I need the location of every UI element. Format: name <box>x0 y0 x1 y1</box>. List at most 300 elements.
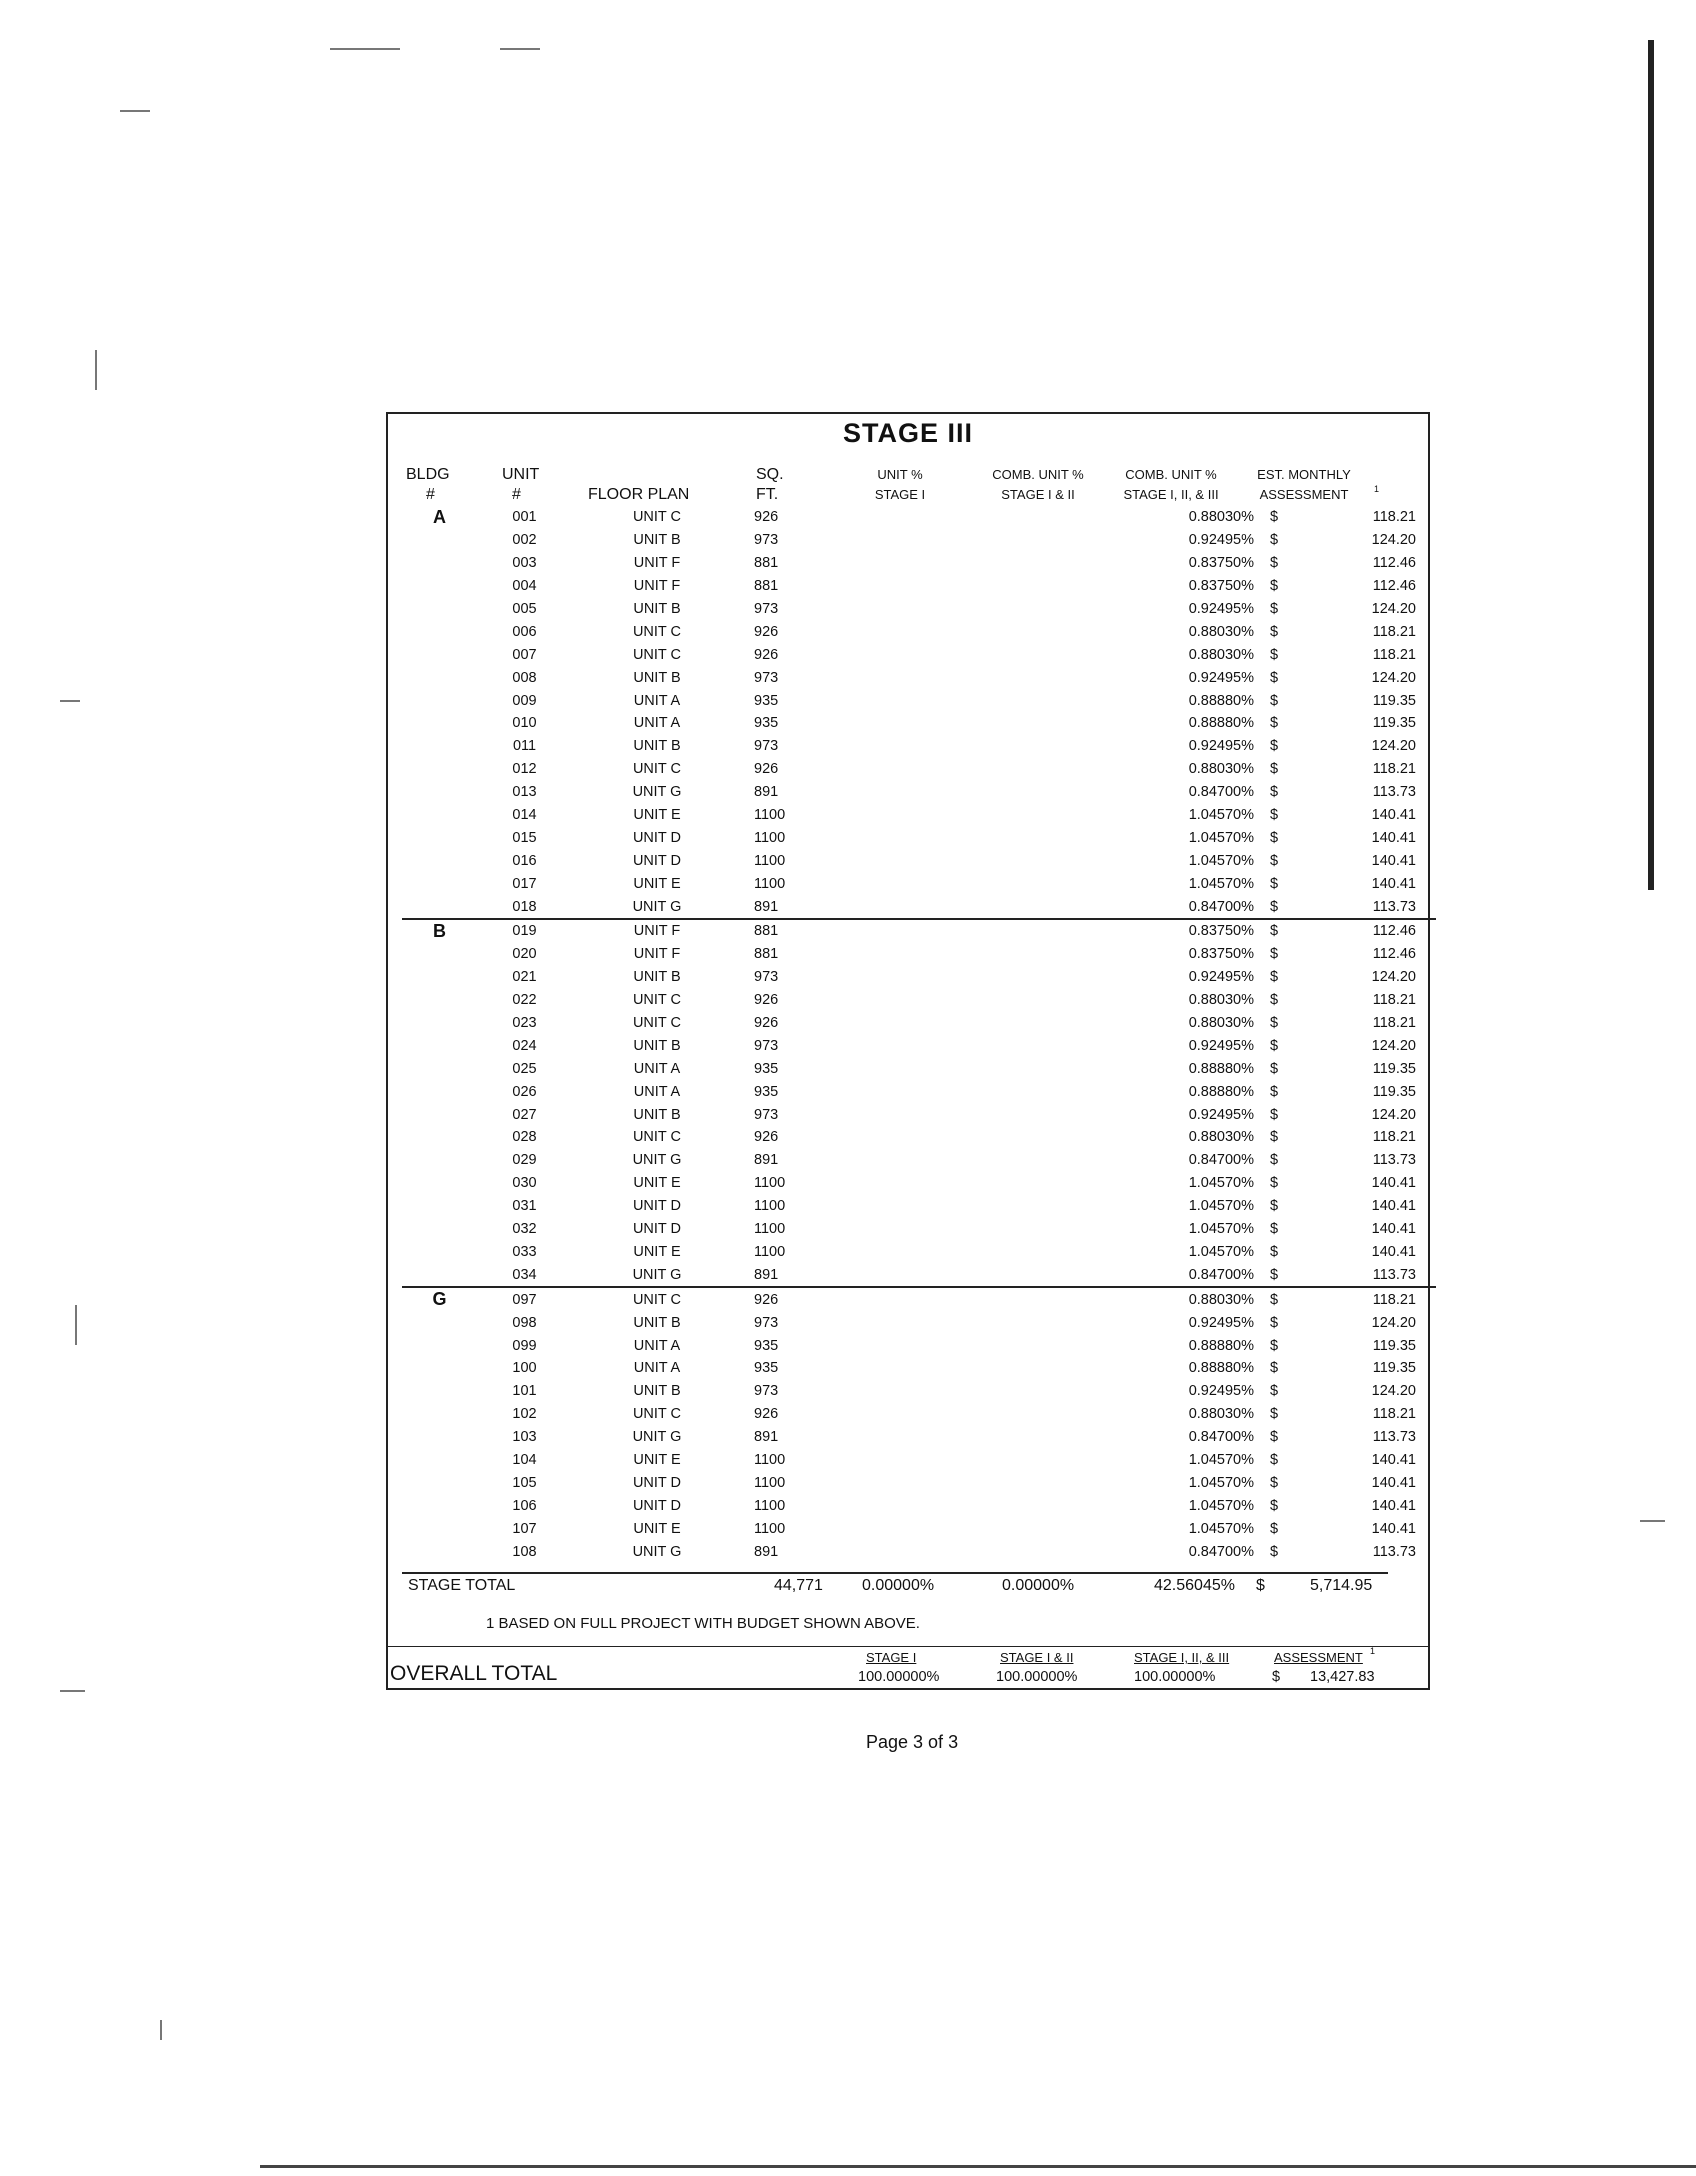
table-row <box>402 919 1436 943</box>
bldg-cell <box>402 552 477 575</box>
unit-number: 030 <box>512 1175 537 1192</box>
currency: $ <box>1270 715 1279 732</box>
stage12-pct <box>959 1517 1109 1540</box>
unit-number: 010 <box>512 715 537 732</box>
stage123-pct: 0.84700% <box>1188 1266 1254 1283</box>
table-row <box>402 826 1436 849</box>
table-row <box>402 804 1436 827</box>
stage1-pct <box>829 758 959 781</box>
square-feet: 935 <box>754 1060 779 1077</box>
stage-total-stage12: 0.00000% <box>1002 1577 1075 1594</box>
stage123-pct: 0.92495% <box>1188 738 1254 755</box>
stage1-pct <box>829 1287 959 1311</box>
currency: $ <box>1270 969 1279 986</box>
floor-plan: UNIT E <box>633 1175 681 1192</box>
stage-total-sqft: 44,771 <box>774 1577 823 1594</box>
bldg-cell <box>402 1494 477 1517</box>
stage12-pct <box>959 1080 1109 1103</box>
scan-edge-right <box>1648 40 1654 890</box>
stage123-pct: 0.92495% <box>1188 1037 1254 1054</box>
square-feet: 881 <box>754 555 779 572</box>
bldg-cell <box>402 804 477 827</box>
stage123-pct: 0.92495% <box>1188 1314 1254 1331</box>
stage123-pct: 0.84700% <box>1188 1152 1254 1169</box>
stage1-pct <box>829 804 959 827</box>
header-assessment-1: EST. MONTHLY <box>1257 467 1351 482</box>
stage123-pct: 1.04570% <box>1188 1198 1254 1215</box>
stage1-pct <box>829 872 959 895</box>
square-feet: 891 <box>754 898 779 915</box>
table-row <box>402 989 1436 1012</box>
floor-plan: UNIT G <box>632 784 682 801</box>
monthly-assessment: 119.35 <box>1372 1337 1416 1354</box>
header-bldg-2: # <box>426 486 435 503</box>
stage12-pct <box>959 804 1109 827</box>
floor-plan: UNIT A <box>633 1060 681 1077</box>
square-feet: 926 <box>754 1129 779 1146</box>
table-row <box>402 781 1436 804</box>
stage1-pct <box>829 506 959 529</box>
stage1-pct <box>829 1494 959 1517</box>
floor-plan: UNIT D <box>632 1198 682 1215</box>
stage1-pct <box>829 1540 959 1563</box>
square-feet: 1100 <box>754 1221 786 1238</box>
stage123-pct: 1.04570% <box>1188 1474 1254 1491</box>
floor-plan: UNIT G <box>632 1266 682 1283</box>
floor-plan: UNIT E <box>633 875 681 892</box>
monthly-assessment: 140.41 <box>1371 829 1416 846</box>
table-row <box>402 1126 1436 1149</box>
unit-number: 018 <box>512 898 537 915</box>
unit-number: 005 <box>512 601 537 617</box>
monthly-assessment: 140.41 <box>1371 1451 1416 1468</box>
stage123-pct: 0.88030% <box>1188 1015 1254 1032</box>
floor-plan: UNIT G <box>632 1543 682 1560</box>
stage123-pct: 0.88030% <box>1188 761 1254 778</box>
stage12-pct <box>959 781 1109 804</box>
bldg-cell <box>402 1103 477 1126</box>
stage123-pct: 0.88880% <box>1188 715 1254 732</box>
monthly-assessment: 140.41 <box>1371 807 1416 824</box>
table-row <box>402 1426 1436 1449</box>
stage12-pct <box>959 989 1109 1012</box>
table-row <box>402 1540 1436 1563</box>
overall-amount: 13,427.83 <box>1310 1669 1375 1685</box>
monthly-assessment: 124.20 <box>1371 738 1416 755</box>
table-row <box>402 552 1436 575</box>
currency: $ <box>1270 1152 1279 1169</box>
unit-number: 020 <box>512 946 537 963</box>
stage12-pct <box>959 506 1109 529</box>
stage1-pct <box>829 1380 959 1403</box>
stage123-pct: 1.04570% <box>1188 1221 1254 1238</box>
monthly-assessment: 118.21 <box>1310 1287 1436 1311</box>
unit-number: 026 <box>512 1083 537 1100</box>
stage1-pct <box>829 966 959 989</box>
stage1-pct <box>829 1357 959 1380</box>
currency: $ <box>1270 1060 1279 1077</box>
stage123-pct: 0.84700% <box>1188 898 1254 915</box>
stage1-pct <box>829 575 959 598</box>
bldg-cell <box>402 781 477 804</box>
monthly-assessment: 119.35 <box>1372 1083 1416 1100</box>
stage1-pct <box>829 919 959 943</box>
floor-plan: UNIT B <box>633 1106 681 1123</box>
bldg-cell <box>402 1449 477 1472</box>
scan-speck <box>500 48 540 50</box>
floor-plan: UNIT F <box>633 555 681 572</box>
header-unit-pct-1: UNIT % <box>877 467 923 482</box>
stage1-pct <box>829 735 959 758</box>
monthly-assessment: 113.73 <box>1372 1543 1416 1560</box>
bldg-cell <box>402 1241 477 1264</box>
floor-plan: UNIT F <box>633 578 681 595</box>
stage1-pct <box>829 552 959 575</box>
floor-plan: UNIT A <box>633 1360 681 1377</box>
table-row <box>402 1334 1436 1357</box>
header-unit-pct-2: STAGE I <box>874 487 926 502</box>
unit-number: 007 <box>512 646 537 663</box>
stage-total-currency: $ <box>1256 1577 1265 1594</box>
floor-plan: UNIT C <box>572 1287 742 1311</box>
stage1-pct <box>829 1517 959 1540</box>
table-row <box>402 1241 1436 1264</box>
bldg-cell <box>402 1380 477 1403</box>
currency: $ <box>1270 807 1279 824</box>
monthly-assessment: 140.41 <box>1371 1175 1416 1192</box>
overall-currency: $ <box>1272 1669 1281 1685</box>
floor-plan: UNIT G <box>632 1429 682 1446</box>
bldg-cell <box>402 1357 477 1380</box>
overall-total-label: OVERALL TOTAL <box>390 1662 558 1685</box>
monthly-assessment: 118.21 <box>1372 509 1416 526</box>
bldg-cell <box>402 1195 477 1218</box>
stage12-pct <box>959 758 1109 781</box>
square-feet: 881 <box>754 578 779 595</box>
square-feet: 1100 <box>754 875 786 892</box>
stage12-pct <box>959 598 1109 621</box>
unit-table <box>402 506 1436 1563</box>
stage123-pct: 0.88030% <box>1188 646 1254 663</box>
unit-number: 108 <box>512 1543 537 1560</box>
floor-plan: UNIT A <box>633 692 681 709</box>
unit-table-body <box>402 506 1436 1563</box>
table-row <box>402 1080 1436 1103</box>
monthly-assessment: 140.41 <box>1371 1243 1416 1260</box>
unit-number: 011 <box>512 738 537 755</box>
currency: $ <box>1270 784 1279 801</box>
monthly-assessment: 112.46 <box>1372 555 1416 572</box>
square-feet: 935 <box>754 715 779 732</box>
stage1-pct <box>829 849 959 872</box>
floor-plan: UNIT E <box>633 1520 681 1537</box>
monthly-assessment: 124.20 <box>1371 1106 1416 1123</box>
monthly-assessment: 140.41 <box>1371 1497 1416 1514</box>
unit-number: 034 <box>512 1266 537 1283</box>
stage12-pct <box>959 1263 1109 1287</box>
stage123-pct: 0.92495% <box>1188 601 1254 617</box>
table-row <box>402 666 1436 689</box>
floor-plan: UNIT C <box>632 1406 682 1423</box>
unit-number: 021 <box>512 969 537 986</box>
floor-plan: UNIT C <box>632 509 682 526</box>
unit-number: 001 <box>512 509 537 526</box>
bldg-cell <box>402 1034 477 1057</box>
square-feet: 1100 <box>754 1520 786 1537</box>
stage12-pct <box>959 872 1109 895</box>
floor-plan: UNIT F <box>572 919 742 943</box>
currency: $ <box>1270 1243 1279 1260</box>
overall-header-assessment: ASSESSMENT <box>1274 1650 1363 1665</box>
currency: $ <box>1262 919 1310 943</box>
stage1-pct <box>829 1057 959 1080</box>
bldg-cell <box>402 1426 477 1449</box>
monthly-assessment: 140.41 <box>1371 852 1416 869</box>
square-feet: 973 <box>754 738 779 755</box>
square-feet: 926 <box>754 1406 779 1423</box>
stage12-pct <box>959 620 1109 643</box>
stage12-pct <box>959 1380 1109 1403</box>
stage12-pct <box>959 529 1109 552</box>
currency: $ <box>1270 692 1279 709</box>
unit-number: 014 <box>512 807 537 824</box>
overall-divider <box>388 1646 1428 1647</box>
scan-speck <box>60 1690 85 1692</box>
currency: $ <box>1270 669 1279 686</box>
floor-plan: UNIT C <box>632 761 682 778</box>
floor-plan: UNIT B <box>633 1037 681 1054</box>
stage1-pct <box>829 1241 959 1264</box>
floor-plan: UNIT B <box>633 669 681 686</box>
square-feet: 1100 <box>754 829 786 846</box>
currency: $ <box>1270 509 1279 526</box>
header-sqft-1: SQ. <box>756 466 784 483</box>
square-feet: 935 <box>754 1337 779 1354</box>
stage123-pct: 0.88880% <box>1188 1360 1254 1377</box>
square-feet: 1100 <box>754 1243 786 1260</box>
header-sqft-2: FT. <box>756 486 779 503</box>
currency: $ <box>1270 1520 1279 1537</box>
square-feet: 881 <box>754 946 779 963</box>
stage1-pct <box>829 1149 959 1172</box>
floor-plan: UNIT G <box>632 898 682 915</box>
floor-plan: UNIT B <box>633 532 681 549</box>
table-row <box>402 1195 1436 1218</box>
currency: $ <box>1270 555 1279 572</box>
overall-header-stage123: STAGE I, II, & III <box>1134 1650 1230 1665</box>
monthly-assessment: 112.46 <box>1372 946 1416 963</box>
square-feet: 973 <box>754 1106 779 1123</box>
stage1-pct <box>829 1034 959 1057</box>
stage12-pct <box>959 1012 1109 1035</box>
floor-plan: UNIT C <box>632 1129 682 1146</box>
unit-number: 104 <box>512 1451 537 1468</box>
bldg-cell <box>402 1517 477 1540</box>
stage1-pct <box>829 943 959 966</box>
stage123-pct: 1.04570% <box>1188 1451 1254 1468</box>
currency: $ <box>1270 1015 1279 1032</box>
table-row <box>402 1357 1436 1380</box>
stage-title: STAGE III <box>842 418 973 448</box>
stage12-pct <box>959 643 1109 666</box>
stage1-pct <box>829 1172 959 1195</box>
table-row <box>402 1012 1436 1035</box>
floor-plan: UNIT B <box>633 601 681 617</box>
square-feet: 926 <box>742 1287 829 1311</box>
monthly-assessment: 124.20 <box>1371 969 1416 986</box>
floor-plan: UNIT B <box>633 738 681 755</box>
currency: $ <box>1270 852 1279 869</box>
currency: $ <box>1270 1337 1279 1354</box>
header-comb123-2: STAGE I, II, & III <box>1123 487 1219 502</box>
header-unit-1: UNIT <box>502 466 540 483</box>
stage12-pct <box>959 1103 1109 1126</box>
currency: $ <box>1270 646 1279 663</box>
stage123-pct: 0.92495% <box>1188 669 1254 686</box>
stage1-pct <box>829 1311 959 1334</box>
unit-number: 006 <box>512 623 537 640</box>
stage12-pct <box>959 1426 1109 1449</box>
floor-plan: UNIT C <box>632 992 682 1009</box>
stage12-pct <box>959 849 1109 872</box>
header-comb12-1: COMB. UNIT % <box>992 467 1084 482</box>
monthly-assessment: 124.20 <box>1371 1314 1416 1331</box>
monthly-assessment: 113.73 <box>1372 784 1416 801</box>
floor-plan: UNIT A <box>633 715 681 732</box>
currency: $ <box>1270 1360 1279 1377</box>
monthly-assessment: 140.41 <box>1371 1520 1416 1537</box>
bldg-cell: A <box>433 506 446 527</box>
bldg-cell <box>402 943 477 966</box>
square-feet: 891 <box>754 784 779 801</box>
table-row <box>402 1057 1436 1080</box>
currency: $ <box>1270 738 1279 755</box>
scan-speck <box>95 350 97 390</box>
table-row <box>402 1517 1436 1540</box>
scan-speck <box>330 48 400 50</box>
stage1-pct <box>829 1195 959 1218</box>
square-feet: 1100 <box>754 807 786 824</box>
currency: $ <box>1270 1406 1279 1423</box>
stage12-pct <box>959 1494 1109 1517</box>
unit-number: 031 <box>512 1198 537 1215</box>
table-row <box>402 735 1436 758</box>
monthly-assessment: 140.41 <box>1371 1221 1416 1238</box>
monthly-assessment: 113.73 <box>1372 1429 1416 1446</box>
stage123-pct: 0.88880% <box>1188 1060 1254 1077</box>
floor-plan: UNIT A <box>633 1083 681 1100</box>
stage123-pct: 0.88030% <box>1188 623 1254 640</box>
bldg-cell <box>402 1080 477 1103</box>
floor-plan: UNIT C <box>632 623 682 640</box>
table-row <box>402 643 1436 666</box>
table-row <box>402 689 1436 712</box>
floor-plan: UNIT A <box>633 1337 681 1354</box>
square-feet: 1100 <box>754 1474 786 1491</box>
currency: $ <box>1270 1383 1279 1400</box>
currency: $ <box>1270 1198 1279 1215</box>
table-row <box>402 575 1436 598</box>
stage1-pct <box>829 1471 959 1494</box>
monthly-assessment: 124.20 <box>1371 1383 1416 1400</box>
stage12-pct <box>959 966 1109 989</box>
bldg-cell <box>402 529 477 552</box>
stage12-pct <box>959 666 1109 689</box>
stage12-pct <box>959 712 1109 735</box>
monthly-assessment: 118.21 <box>1372 1406 1416 1423</box>
stage12-pct <box>959 1449 1109 1472</box>
unit-number: 107 <box>512 1520 537 1537</box>
stage-total-label: STAGE TOTAL <box>408 1577 516 1594</box>
bldg-cell <box>402 1126 477 1149</box>
stage1-pct <box>829 689 959 712</box>
unit-number: 103 <box>512 1429 537 1446</box>
unit-number: 013 <box>512 784 537 801</box>
overall-header-footnote-mark: 1 <box>1370 1646 1376 1656</box>
floor-plan: UNIT E <box>633 1243 681 1260</box>
square-feet: 973 <box>754 669 779 686</box>
floor-plan: UNIT E <box>633 1451 681 1468</box>
table-row <box>402 1494 1436 1517</box>
stage1-pct <box>829 666 959 689</box>
monthly-assessment: 140.41 <box>1371 875 1416 892</box>
bldg-cell <box>402 1172 477 1195</box>
currency: $ <box>1270 578 1279 595</box>
stage12-pct <box>959 1172 1109 1195</box>
bldg-cell <box>402 598 477 621</box>
monthly-assessment: 118.21 <box>1372 1129 1416 1146</box>
stage1-pct <box>829 781 959 804</box>
stage12-pct <box>959 1471 1109 1494</box>
table-row <box>402 1287 1436 1311</box>
currency: $ <box>1270 761 1279 778</box>
stage1-pct <box>829 1334 959 1357</box>
unit-number: 004 <box>512 578 537 595</box>
currency: $ <box>1270 1083 1279 1100</box>
currency: $ <box>1270 898 1279 915</box>
stage12-pct <box>959 1126 1109 1149</box>
currency: $ <box>1270 532 1279 549</box>
stage-total-stage123: 42.56045% <box>1154 1577 1235 1594</box>
floor-plan: UNIT B <box>633 969 681 986</box>
stage123-pct: 0.88030% <box>1188 1129 1254 1146</box>
unit-number: 017 <box>512 875 537 892</box>
currency: $ <box>1270 1175 1279 1192</box>
table-row <box>402 506 1436 529</box>
unit-number: 024 <box>512 1037 537 1054</box>
overall-stage12: 100.00000% <box>996 1669 1078 1685</box>
stage1-pct <box>829 1449 959 1472</box>
stage123-pct: 0.88030% <box>1188 509 1254 526</box>
bldg-cell <box>402 966 477 989</box>
table-row <box>402 529 1436 552</box>
stage123-pct: 0.92495% <box>1188 1106 1254 1123</box>
unit-number: 098 <box>512 1314 537 1331</box>
bldg-cell <box>402 575 477 598</box>
stage1-pct <box>829 598 959 621</box>
stage1-pct <box>829 529 959 552</box>
square-feet: 935 <box>754 692 779 709</box>
page-number: Page 3 of 3 <box>866 1732 959 1752</box>
stage1-pct <box>829 620 959 643</box>
stage12-pct <box>959 1540 1109 1563</box>
bldg-cell <box>402 1057 477 1080</box>
square-feet: 891 <box>754 1266 779 1283</box>
unit-number: 009 <box>512 692 537 709</box>
monthly-assessment: 112.46 <box>1372 578 1416 595</box>
square-feet: 891 <box>754 1429 779 1446</box>
stage12-pct <box>959 1149 1109 1172</box>
